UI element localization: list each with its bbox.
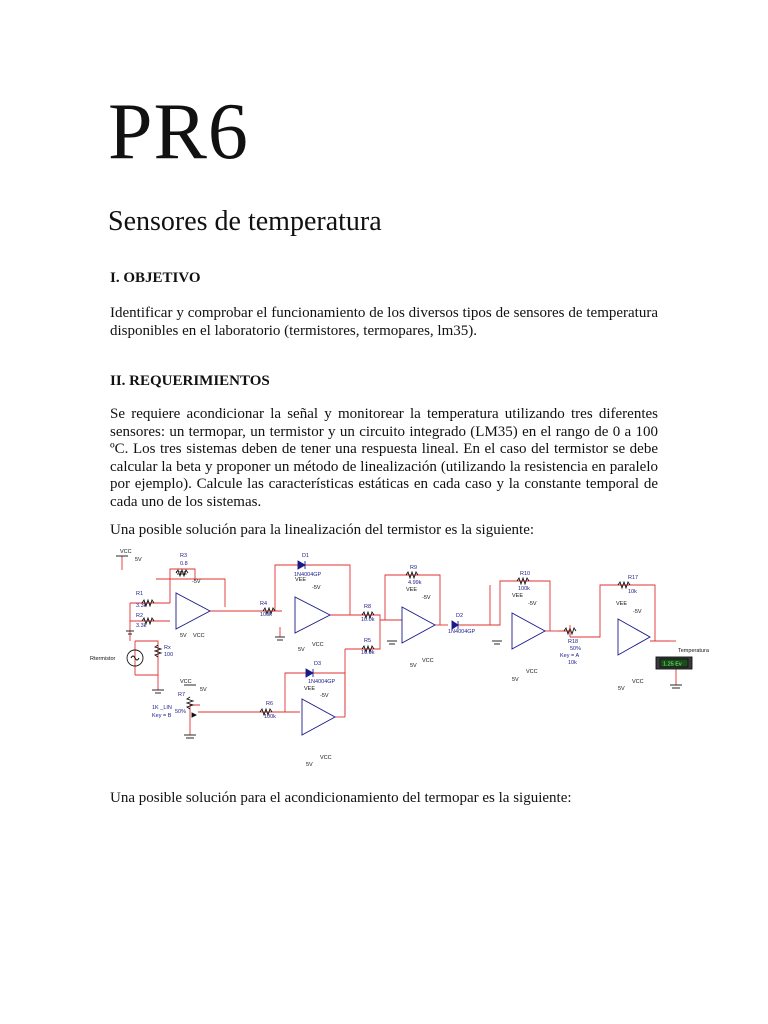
rx-value: 100 xyxy=(164,652,174,658)
vcc-label-2: VCC xyxy=(193,633,205,639)
r7-key: Key = B xyxy=(152,713,172,719)
vee-label-5: VEE xyxy=(616,601,628,607)
r18-key: Key = A xyxy=(560,653,580,659)
termistor-linearization-circuit xyxy=(80,545,730,780)
d2-label: D2 xyxy=(456,613,464,619)
r1-label: R1 xyxy=(136,591,144,597)
v5-label-8: 5V xyxy=(306,762,313,768)
vee-label-4: VEE xyxy=(512,593,524,599)
r8-label: R8 xyxy=(364,604,372,610)
objetivo-paragraph: Identificar y comprobar el funcionamiento de los diversos tipos de sensores de temperatura disponibles en el laboratorio (termistores, termopares, lm35). xyxy=(110,305,658,339)
r7-value: 1K _LIN xyxy=(152,705,172,711)
v5-label-1: 5V xyxy=(135,557,142,563)
d3-value: 1N4004GP xyxy=(308,679,336,685)
vm5-label-4: -5V xyxy=(528,601,537,607)
v5-label-5: 5V xyxy=(512,677,519,683)
r9-label: R9 xyxy=(410,565,418,571)
vcc-label-3: VCC xyxy=(312,642,324,648)
r10-value: 100k xyxy=(518,586,530,592)
vcc-label-8: VCC xyxy=(320,755,332,761)
d2-value: 1N4004GP xyxy=(448,629,476,635)
requerimientos-paragraph: Se requiere acondicionar la señal y monitorear la temperatura utilizando tres diferentes sensores: un termopar, un termistor y un circuito integrado (LM35) en el rango de 0 a 100 ºC. Los tres sistemas deben de tener una respuesta lineal. En el caso del termistor se debe calcular la beta y proponer un método de linealización (utilizando la resistencia en paralelo por ejemplo). Calcule las características estáticas en cada caso y la constante temporal de cada uno de los sistemas. xyxy=(110,406,658,510)
r18-pct: 50% xyxy=(570,646,582,652)
r4-value: 100k xyxy=(260,612,272,618)
r18-value: 10k xyxy=(568,660,577,666)
r9-value: 4.99k xyxy=(408,580,422,586)
r2-label: R2 xyxy=(136,613,144,619)
stage-3 xyxy=(345,575,490,715)
vee-label-3: VEE xyxy=(406,587,418,593)
page-title: PR6 xyxy=(108,88,249,176)
r8-value: 10.0k xyxy=(361,617,375,623)
stage-1-parts xyxy=(126,570,210,693)
vm5-label-2: -5V xyxy=(312,585,321,591)
d1-label: D1 xyxy=(302,553,310,559)
r6-value: 100k xyxy=(264,714,276,720)
meter-readout: 1.25 Ev xyxy=(663,661,682,668)
r7-pct: 50% xyxy=(175,709,187,715)
r3-label: R3 xyxy=(180,553,188,559)
r3-value: 0.8 xyxy=(180,561,188,567)
r2-value: 3.3k xyxy=(136,623,147,629)
caption-termopar: Una posible solución para el acondicionamiento del termopar es la siguiente: xyxy=(110,790,572,806)
r18-label: R18 xyxy=(568,639,579,645)
vm5-label-3: -5V xyxy=(422,595,431,601)
rtermistor-label: Rtermistor xyxy=(90,656,116,662)
vcc-label-5: VCC xyxy=(526,669,538,675)
v5-label-3: 5V xyxy=(298,647,305,653)
r10-label: R10 xyxy=(520,571,531,577)
vee-label-1: VEE xyxy=(176,571,188,577)
vm5-label-1: -5V xyxy=(192,579,201,585)
r1-value: 3.3k xyxy=(136,603,147,609)
r7-label: R7 xyxy=(178,692,186,698)
r5-value: 10.0k xyxy=(361,650,375,656)
vm5-label-5: -5V xyxy=(633,609,642,615)
page-subtitle: Sensores de temperatura xyxy=(108,206,382,237)
temperatura-label: Temperatura xyxy=(678,648,709,654)
r4-label: R4 xyxy=(260,601,268,607)
r17-value: 10k xyxy=(628,589,637,595)
vcc-label-4: VCC xyxy=(422,658,434,664)
section-heading-objetivo: I. OBJETIVO xyxy=(110,270,201,286)
v5-label-4: 5V xyxy=(410,663,417,669)
r17-label: R17 xyxy=(628,575,639,581)
vcc-label-6: VCC xyxy=(632,679,644,685)
caption-termistor: Una posible solución para la linealización del termistor es la siguiente: xyxy=(110,522,535,538)
r5-label: R5 xyxy=(364,638,372,644)
vee-label-2: VEE xyxy=(295,577,307,583)
d1-value: 1N4004GP xyxy=(294,572,322,578)
section-heading-requerimientos: II. REQUERIMIENTOS xyxy=(110,373,270,389)
v5-label-2: 5V xyxy=(180,633,187,639)
d3-label: D3 xyxy=(314,661,322,667)
vm5-label-6: -5V xyxy=(320,693,329,699)
vee-label-6: VEE xyxy=(304,686,316,692)
vcc-label-1: VCC xyxy=(120,549,132,555)
r6-label: R6 xyxy=(266,701,274,707)
vcc-label-7: VCC xyxy=(180,679,192,685)
v5-label-7: 5V xyxy=(200,687,207,693)
rx-label: Rx xyxy=(164,645,171,651)
v5-label-6: 5V xyxy=(618,686,625,692)
